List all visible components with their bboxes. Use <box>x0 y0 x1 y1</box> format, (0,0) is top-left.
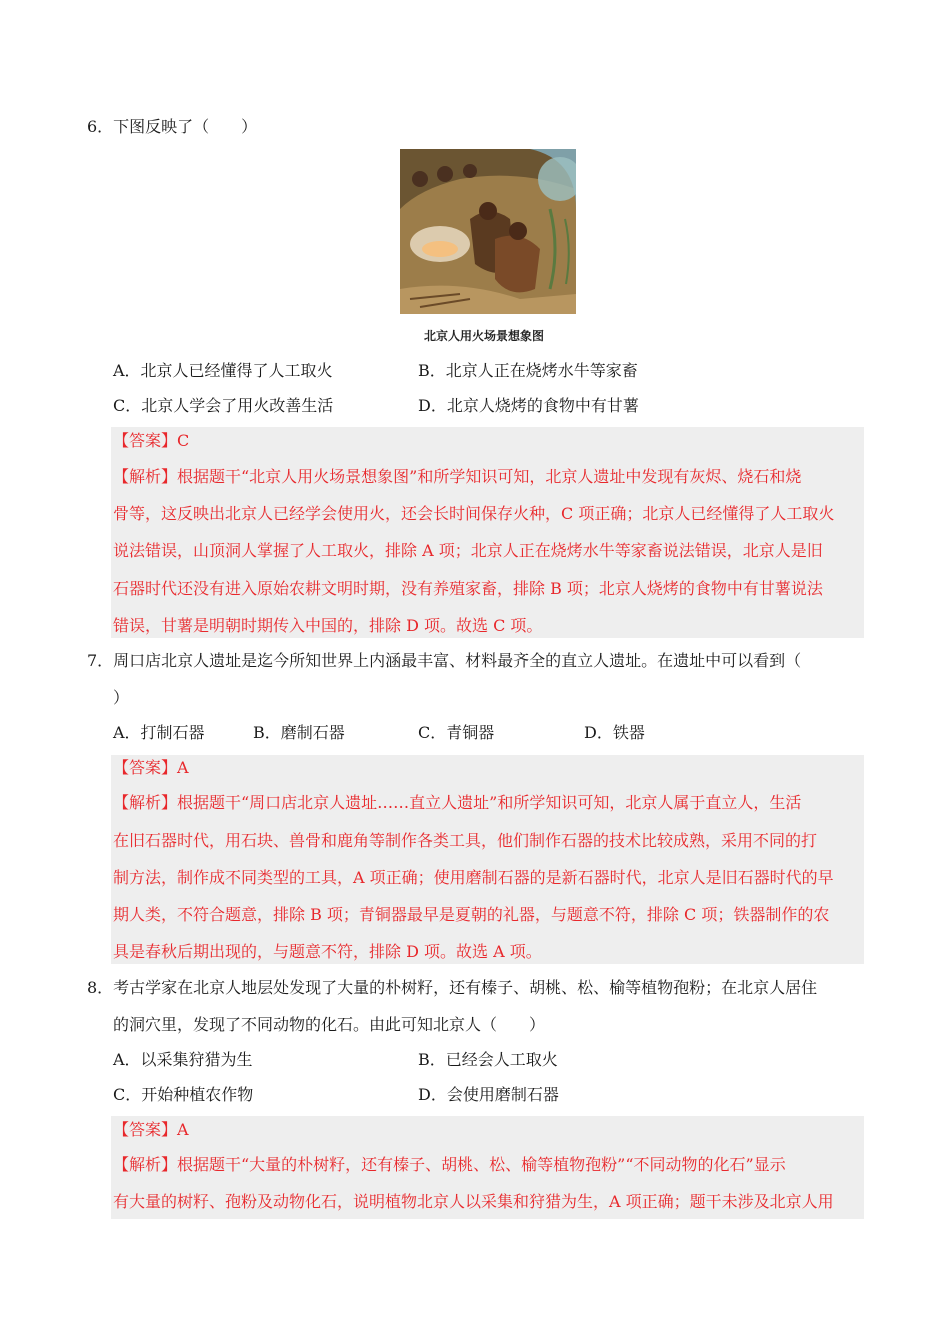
fire-scene-image <box>400 149 576 314</box>
q7-stem-line1: 7．周口店北京人遗址是迄今所知世界上内涵最丰富、材料最齐全的直立人遗址。在遗址中可以看到（ <box>87 651 802 670</box>
q8-option-a: A．以采集狩猎为生 <box>113 1050 253 1069</box>
q6-analysis-line: 说法错误，山顶洞人掌握了人工取火，排除 A 项；北京人正在烧烤水牛等家畜说法错误，北京人是旧 <box>113 541 823 560</box>
q7-option-d: D．铁器 <box>584 723 645 742</box>
peking-man-fire-illustration <box>400 149 576 314</box>
q8-option-b: B．已经会人工取火 <box>418 1050 558 1069</box>
q8-stem-line1: 8．考古学家在北京人地层处发现了大量的朴树籽，还有榛子、胡桃、松、榆等植物孢粉；在北京人居住 <box>87 978 818 997</box>
q7-analysis-line: 具是春秋后期出现的，与题意不符，排除 D 项。故选 A 项。 <box>113 942 542 961</box>
q8-analysis-line: 有大量的树籽、孢粉及动物化石，说明植物北京人以采集和狩猎为生，A 项正确；题干未涉及北京人用 <box>113 1192 834 1211</box>
figure-caption: 北京人用火场景想象图 <box>424 329 545 343</box>
q8-option-c: C．开始种植农作物 <box>113 1085 254 1104</box>
q7-stem-line2: ） <box>113 688 130 707</box>
q6-analysis-line: 错误，甘薯是明朝时期传入中国的，排除 D 项。故选 C 项。 <box>113 616 543 635</box>
q6-analysis-line: 【解析】根据题干“北京人用火场景想象图”和所学知识可知，北京人遗址中发现有灰烬、烧石和烧 <box>113 467 802 486</box>
q6-answer: 【答案】C <box>113 431 190 450</box>
q8-analysis-line: 【解析】根据题干“大量的朴树籽，还有榛子、胡桃、松、榆等植物孢粉”“不同动物的化石”显示 <box>113 1155 786 1174</box>
q7-answer-box <box>111 755 864 964</box>
q7-analysis-line: 制方法，制作成不同类型的工具，A 项正确；使用磨制石器的是新石器时代，北京人是旧石器时代的早 <box>113 868 834 887</box>
q7-analysis-line: 【解析】根据题干“周口店北京人遗址……直立人遗址”和所学知识可知，北京人属于直立人，生活 <box>113 793 802 812</box>
q6-stem: 6．下图反映了（ ） <box>87 117 258 136</box>
q6-answer-box <box>111 427 864 638</box>
q7-option-a: A．打制石器 <box>113 723 205 742</box>
q8-option-d: D．会使用磨制石器 <box>418 1085 559 1104</box>
q6-option-a: A．北京人已经懂得了人工取火 <box>113 361 333 380</box>
q8-stem-line2: 的洞穴里，发现了不同动物的化石。由此可知北京人（ ） <box>113 1015 546 1034</box>
q6-analysis-line: 石器时代还没有进入原始农耕文明时期，没有养殖家畜，排除 B 项；北京人烧烤的食物中有甘薯说法 <box>113 579 823 598</box>
q7-option-c: C．青铜器 <box>418 723 495 742</box>
q6-option-b: B．北京人正在烧烤水牛等家畜 <box>418 361 638 380</box>
q6-option-c: C．北京人学会了用火改善生活 <box>113 396 334 415</box>
q7-analysis-line: 期人类，不符合题意，排除 B 项；青铜器最早是夏朝的礼器，与题意不符，排除 C 项；铁器制作的农 <box>113 905 830 924</box>
q7-analysis-line: 在旧石器时代，用石块、兽骨和鹿角等制作各类工具，他们制作石器的技术比较成熟，采用不同的打 <box>113 831 818 850</box>
q6-option-d: D．北京人烧烤的食物中有甘薯 <box>418 396 639 415</box>
q6-analysis-line: 骨等，这反映出北京人已经学会使用火，还会长时间保存火种，C 项正确；北京人已经懂得了人工取火 <box>113 504 835 523</box>
q8-answer: 【答案】A <box>113 1120 189 1139</box>
q7-option-b: B．磨制石器 <box>253 723 345 742</box>
q7-answer: 【答案】A <box>113 758 189 777</box>
